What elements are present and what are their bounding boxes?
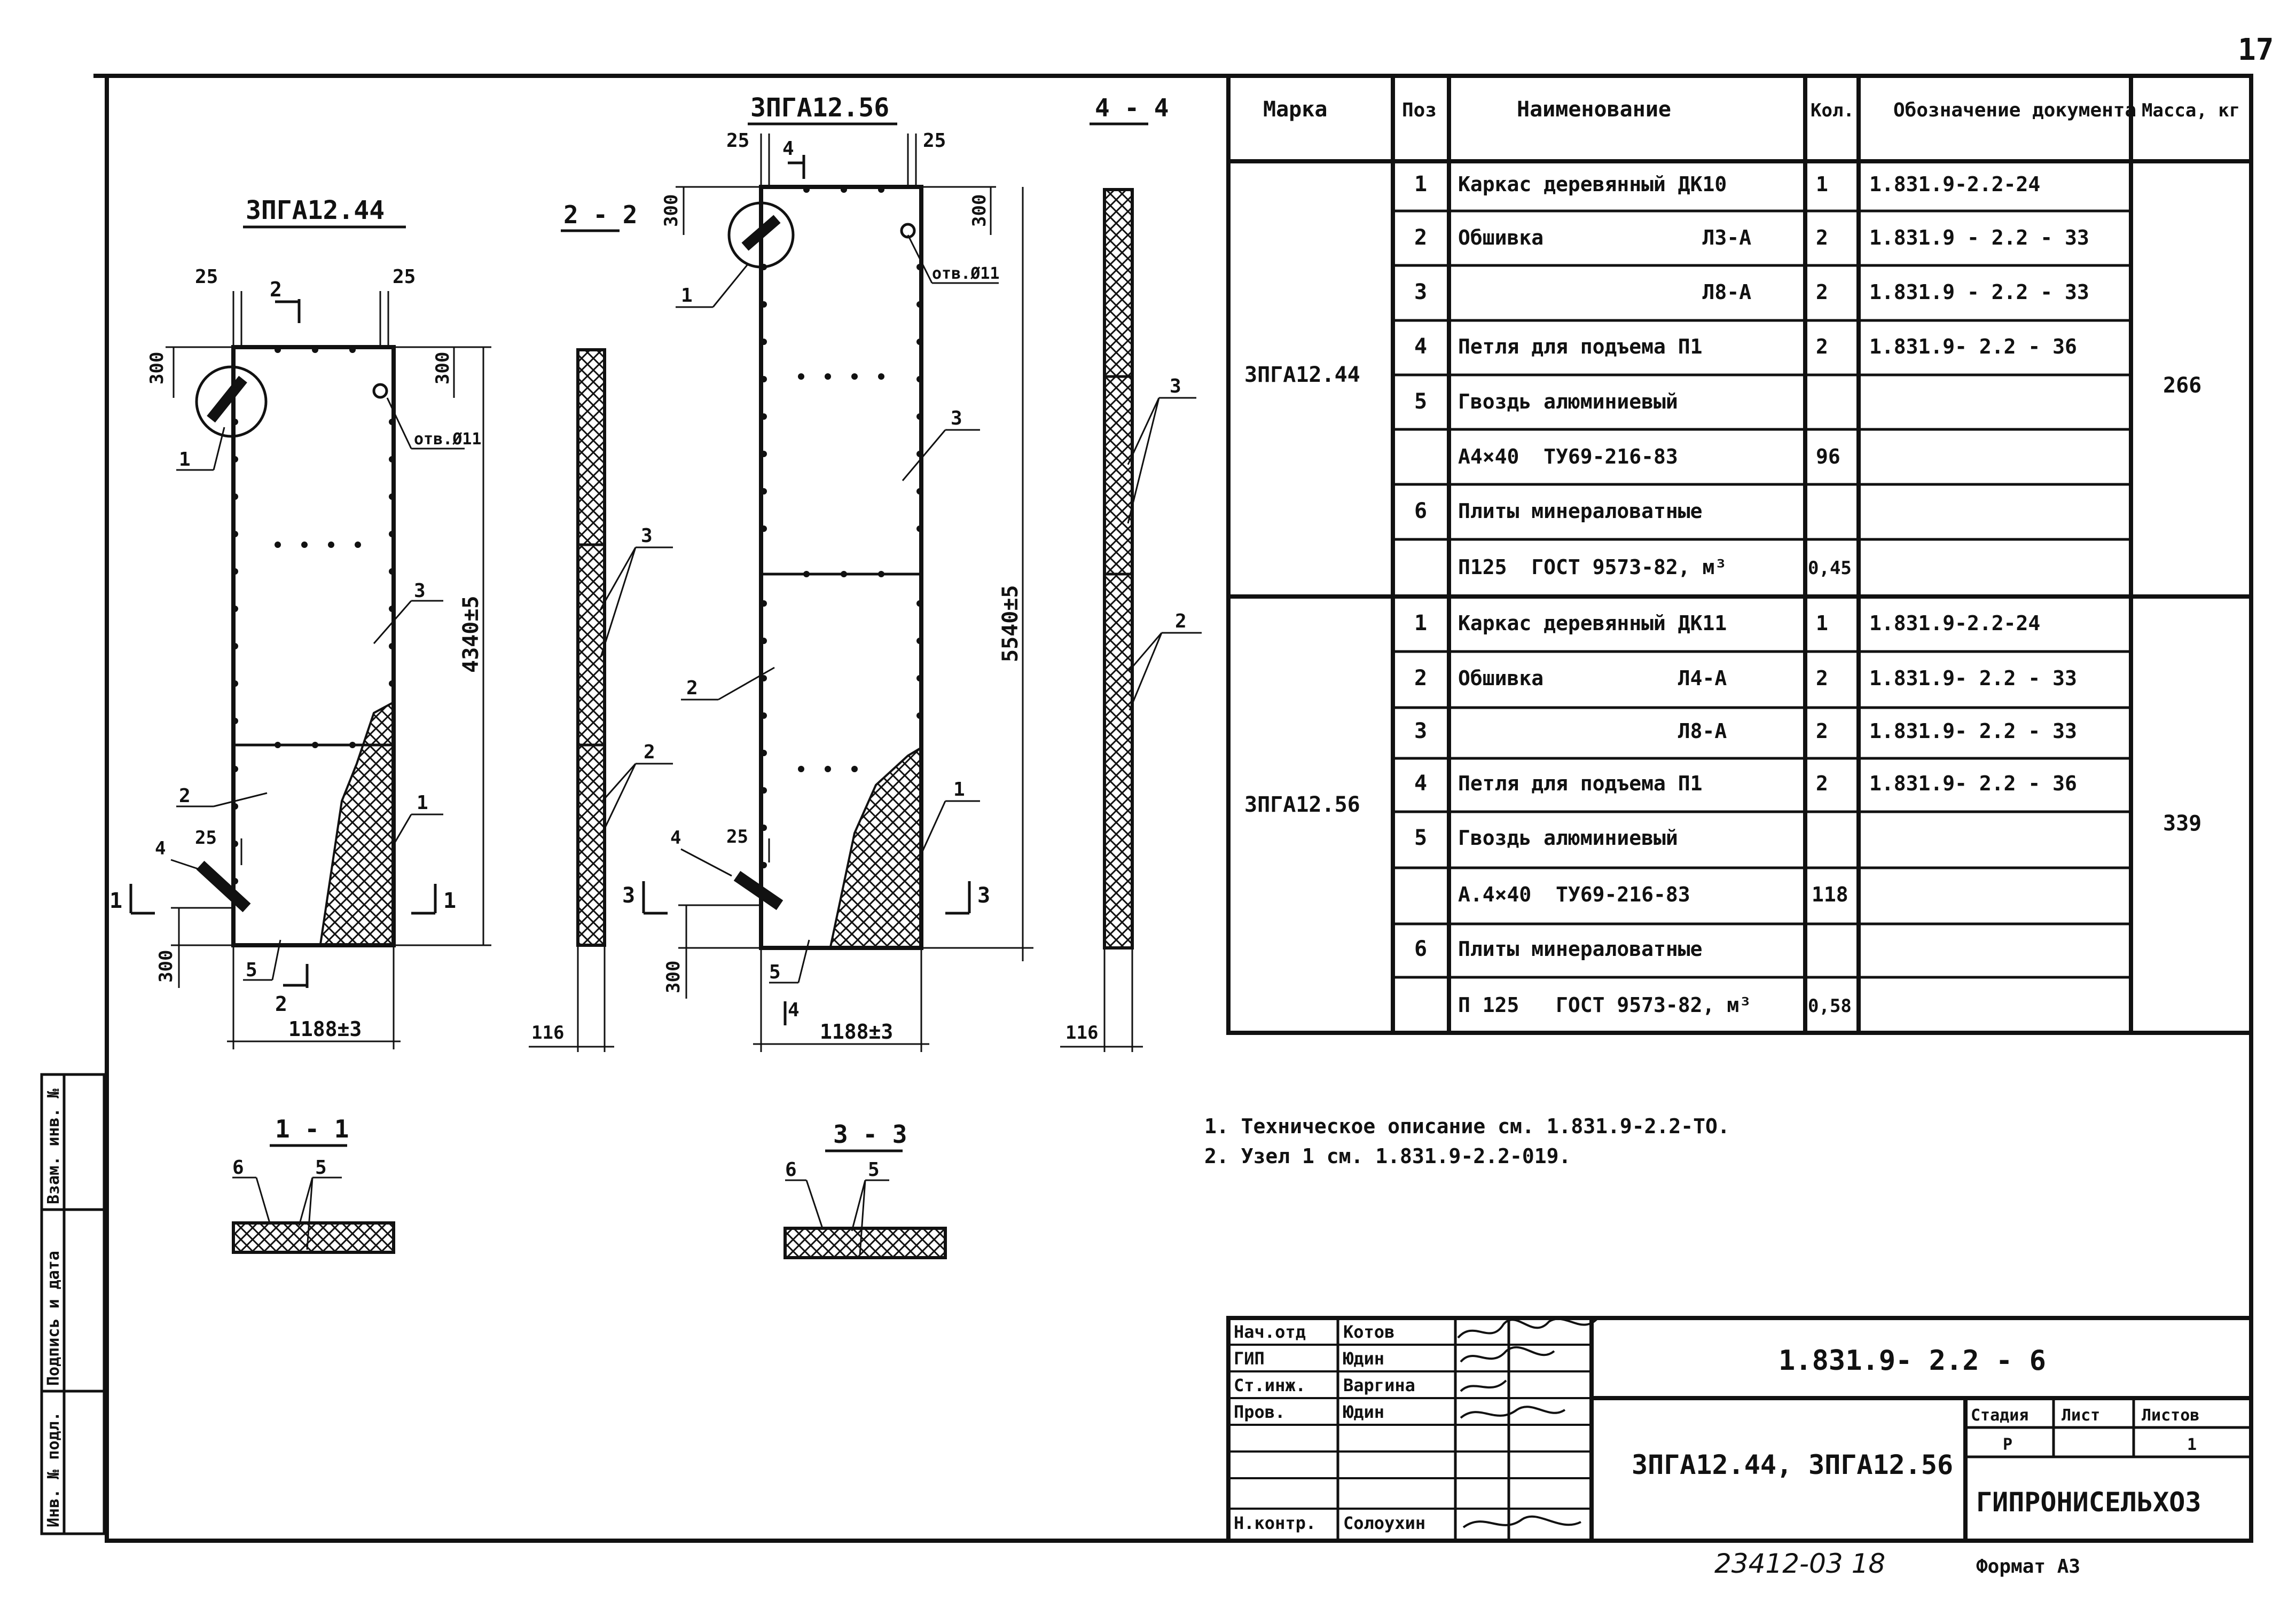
elevation-b-dim-25-bottom: 25 [726, 826, 748, 848]
tb-role-4: Пров. [1234, 1402, 1286, 1422]
elevation-b-callout-3: 3 [951, 407, 962, 429]
elevation-a-dim-height: 4340±5 [459, 595, 483, 673]
side-stamp [42, 1074, 104, 1534]
spec-g2-r8-name: П 125 ГОСТ 9573-82, м³ [1458, 993, 1752, 1017]
tb-role-7: Н.контр. [1234, 1513, 1317, 1533]
spec-g1-r2-doc: 1.831.9 - 2.2 - 33 [1869, 226, 2089, 249]
spec-g2-r4-qty: 2 [1816, 772, 1828, 795]
spec-g2-r2-qty: 2 [1816, 666, 1828, 690]
section-3-3-callout-5: 5 [868, 1159, 880, 1181]
section-3-3-callout-6: 6 [785, 1159, 797, 1181]
elevation-a-cut-mark-right: 1 [443, 889, 457, 913]
elevation-b-dim-25-right: 25 [923, 130, 946, 152]
elevation-b-cut-mark-right: 3 [977, 883, 991, 908]
section-3-3 [785, 1120, 945, 1258]
spec-g1-r3-name: Л8-А [1458, 280, 1752, 304]
elevation-a-dim-25-right: 25 [393, 266, 416, 288]
note-2: 2. Узел 1 см. 1.831.9-2.2-019. [1204, 1144, 1571, 1168]
spec-g1-r7-name: Плиты минераловатные [1458, 499, 1703, 523]
section-2-2-callout-2: 2 [644, 741, 655, 763]
spec-g1-r4-doc: 1.831.9- 2.2 - 36 [1869, 335, 2077, 358]
tb-sheet-label: Лист [2062, 1406, 2101, 1425]
section-1-1 [232, 1115, 394, 1252]
tb-role-1: Нач.отд [1234, 1322, 1306, 1342]
tb-name-2: Юдин [1343, 1348, 1385, 1369]
elevation-a-callout-4: 4 [155, 838, 166, 859]
spec-group1-mark: 3ПГА12.44 [1244, 363, 1360, 387]
section-2-2-title: 2 - 2 [563, 200, 638, 229]
section-4-4-callout-3: 3 [1170, 375, 1181, 397]
spec-g2-r2-name: Обшивка Л4-А [1458, 666, 1727, 690]
elevation-b-dim-300-top-right: 300 [969, 194, 990, 227]
spec-g2-r4-name: Петля для подъема П1 [1458, 772, 1703, 795]
spec-g1-r1-name: Каркас деревянный ДК10 [1458, 172, 1727, 196]
elevation-a-cut-mark-left: 1 [109, 889, 123, 913]
signatures [1458, 1319, 1597, 1527]
elevation-b-callout-5: 5 [769, 961, 781, 983]
spec-g1-r1-qty: 1 [1816, 172, 1828, 196]
elevation-a-dim-25-left: 25 [195, 266, 218, 288]
elevation-b-callout-4: 4 [670, 827, 681, 849]
note-1: 1. Техническое описание см. 1.831.9-2.2-ТО. [1204, 1115, 1730, 1138]
spec-g1-r4-name: Петля для подъема П1 [1458, 335, 1703, 358]
elevation-a-callout-2: 2 [179, 785, 191, 807]
spec-g1-r4-qty: 2 [1816, 335, 1828, 358]
spec-g2-r8-qty: 0,58 [1808, 995, 1852, 1017]
spec-g2-r4-pos: 4 [1414, 771, 1428, 796]
spec-g2-r4-doc: 1.831.9- 2.2 - 36 [1869, 772, 2077, 795]
tb-stage: Р [2003, 1435, 2013, 1454]
spec-header-qty: Кол. [1811, 100, 1854, 121]
spec-g2-r1-pos: 1 [1414, 611, 1428, 636]
elevation-3pga12-56 [622, 93, 1033, 1052]
tb-name-4: Юдин [1343, 1402, 1385, 1422]
spec-header-mass: Масса, кг [2142, 100, 2240, 121]
page-number: 17 [2238, 33, 2274, 67]
stamp-inv-podl: Инв. № подл. [44, 1411, 63, 1527]
elevation-b-dim-300-top: 300 [661, 194, 682, 227]
spec-group2-mass: 339 [2163, 811, 2202, 836]
tb-name-3: Варгина [1343, 1375, 1415, 1395]
spec-header-name: Наименование [1517, 97, 1671, 122]
stamp-signature-date: Подпись и дата [44, 1251, 63, 1386]
section-3-3-title: 3 - 3 [833, 1120, 907, 1149]
spec-g2-r7-pos: 6 [1414, 937, 1428, 961]
section-4-4 [1060, 93, 1202, 1052]
spec-g2-r6-name: А.4×40 ТУ69-216-83 [1458, 883, 1690, 906]
spec-g2-r2-pos: 2 [1414, 666, 1428, 691]
section-1-1-callout-6: 6 [232, 1157, 244, 1179]
spec-table [1228, 76, 2251, 1033]
tb-name-7: Солоухин [1343, 1513, 1426, 1533]
section-4-4-width: 116 [1065, 1022, 1099, 1044]
elevation-b-callout-1: 1 [681, 285, 693, 307]
spec-g1-r6-name: А4×40 ТУ69-216-83 [1458, 445, 1678, 468]
section-2-2-callout-3: 3 [641, 525, 653, 547]
tb-format: Формат А3 [1976, 1556, 2081, 1578]
spec-g1-r7-pos: 6 [1414, 499, 1428, 523]
spec-g1-r5-pos: 5 [1414, 389, 1428, 414]
stamp-vzam-inv: Взам. инв. № [44, 1088, 63, 1204]
spec-g1-r1-pos: 1 [1414, 172, 1428, 197]
spec-g1-r3-qty: 2 [1816, 280, 1828, 304]
elevation-a-dim-width: 1188±3 [288, 1017, 362, 1041]
tb-stage-label: Стадия [1971, 1406, 2029, 1425]
spec-g2-r1-name: Каркас деревянный ДК11 [1458, 611, 1727, 635]
spec-g1-r2-qty: 2 [1816, 226, 1828, 249]
spec-g2-r5-name: Гвоздь алюминиевый [1458, 826, 1678, 850]
spec-g1-r5-name: Гвоздь алюминиевый [1458, 390, 1678, 413]
spec-g1-r3-doc: 1.831.9 - 2.2 - 33 [1869, 280, 2089, 304]
spec-g2-r5-pos: 5 [1414, 826, 1428, 850]
spec-g1-r1-doc: 1.831.9-2.2-24 [1869, 172, 2041, 196]
elevation-a-cut-mark-bottom: 2 [275, 992, 287, 1016]
notes [1204, 1115, 1730, 1168]
elevation-b-dim-300-bottom: 300 [663, 960, 684, 993]
spec-g2-r1-qty: 1 [1816, 611, 1828, 635]
elevation-b-callout-2: 2 [686, 677, 698, 699]
elevation-a-callout-5: 5 [246, 959, 257, 981]
spec-g2-r1-doc: 1.831.9-2.2-24 [1869, 611, 2041, 635]
spec-g1-r8-name: П125 ГОСТ 9573-82, м³ [1458, 555, 1727, 579]
spec-header-mark: Марка [1263, 97, 1328, 122]
spec-g2-r6-qty: 118 [1812, 883, 1848, 906]
elevation-b-dim-25-left: 25 [726, 130, 750, 152]
elevation-b-dim-width: 1188±3 [820, 1020, 894, 1044]
tb-role-2: ГИП [1234, 1348, 1265, 1369]
section-2-2 [529, 200, 673, 1052]
spec-g2-r7-name: Плиты минераловатные [1458, 937, 1703, 961]
spec-group1-mass: 266 [2163, 373, 2202, 398]
elevation-a-dim-300-top: 300 [146, 351, 168, 385]
elevation-b-callout-1b: 1 [953, 779, 965, 801]
elevation-b-title: 3ПГА12.56 [750, 93, 890, 123]
tb-below-left: 23412-03 18 [1714, 1548, 1886, 1579]
spec-header-doc: Обозначение документа [1893, 99, 2137, 121]
elevation-a-callout-1b: 1 [417, 792, 428, 814]
elevation-b-dim-height: 5540±5 [998, 585, 1023, 662]
tb-product: 3ПГА12.44, 3ПГА12.56 [1632, 1449, 1954, 1480]
elevation-b-cut-mark-bottom: 4 [788, 999, 800, 1021]
section-2-2-width: 116 [531, 1022, 565, 1044]
elevation-a-callout-3: 3 [414, 580, 426, 602]
elevation-a-cut-mark-top: 2 [270, 278, 282, 301]
spec-g1-r2-name: Обшивка Л3-А [1458, 226, 1752, 249]
elevation-a-dim-300-bottom: 300 [155, 950, 177, 983]
tb-org: ГИПРОНИСЕЛЬХОЗ [1976, 1487, 2201, 1518]
spec-g1-r2-pos: 2 [1414, 225, 1428, 250]
elevation-b-dim-4: 4 [782, 138, 794, 160]
title-block [1228, 1318, 2251, 1579]
section-4-4-callout-2: 2 [1175, 610, 1187, 632]
elevation-a-dim-300-top-right: 300 [432, 351, 453, 385]
elevation-3pga12-44 [109, 195, 491, 1049]
tb-role-3: Ст.инж. [1234, 1375, 1306, 1395]
section-1-1-callout-5: 5 [315, 1157, 327, 1179]
tb-sheets-label: Листов [2142, 1406, 2200, 1425]
tb-sheets: 1 [2187, 1435, 2197, 1454]
spec-g2-r3-doc: 1.831.9- 2.2 - 33 [1869, 719, 2077, 743]
elevation-b-cut-mark-left: 3 [622, 883, 636, 908]
spec-g2-r3-pos: 3 [1414, 719, 1428, 743]
spec-g1-r8-qty: 0,45 [1808, 558, 1852, 579]
elevation-a-title: 3ПГА12.44 [246, 195, 385, 225]
spec-header-pos: Поз [1402, 99, 1437, 121]
spec-group2-mark: 3ПГА12.56 [1244, 793, 1360, 817]
section-1-1-title: 1 - 1 [275, 1115, 349, 1143]
elevation-b-hole-label: отв.Ø11 [932, 264, 1000, 283]
spec-g1-r6-qty: 96 [1816, 445, 1840, 468]
tb-doc-code: 1.831.9- 2.2 - 6 [1778, 1345, 2046, 1377]
section-4-4-title: 4 - 4 [1095, 93, 1169, 122]
spec-g2-r3-qty: 2 [1816, 719, 1828, 743]
spec-g2-r3-name: Л8-А [1458, 719, 1727, 743]
spec-g2-r2-doc: 1.831.9- 2.2 - 33 [1869, 666, 2077, 690]
spec-g1-r3-pos: 3 [1414, 280, 1428, 304]
spec-g1-r4-pos: 4 [1414, 334, 1428, 359]
tb-name-1: Котов [1343, 1322, 1395, 1342]
elevation-a-callout-1: 1 [179, 449, 191, 470]
elevation-a-dim-25-bottom: 25 [195, 827, 217, 849]
elevation-a-hole-label: отв.Ø11 [414, 430, 482, 449]
